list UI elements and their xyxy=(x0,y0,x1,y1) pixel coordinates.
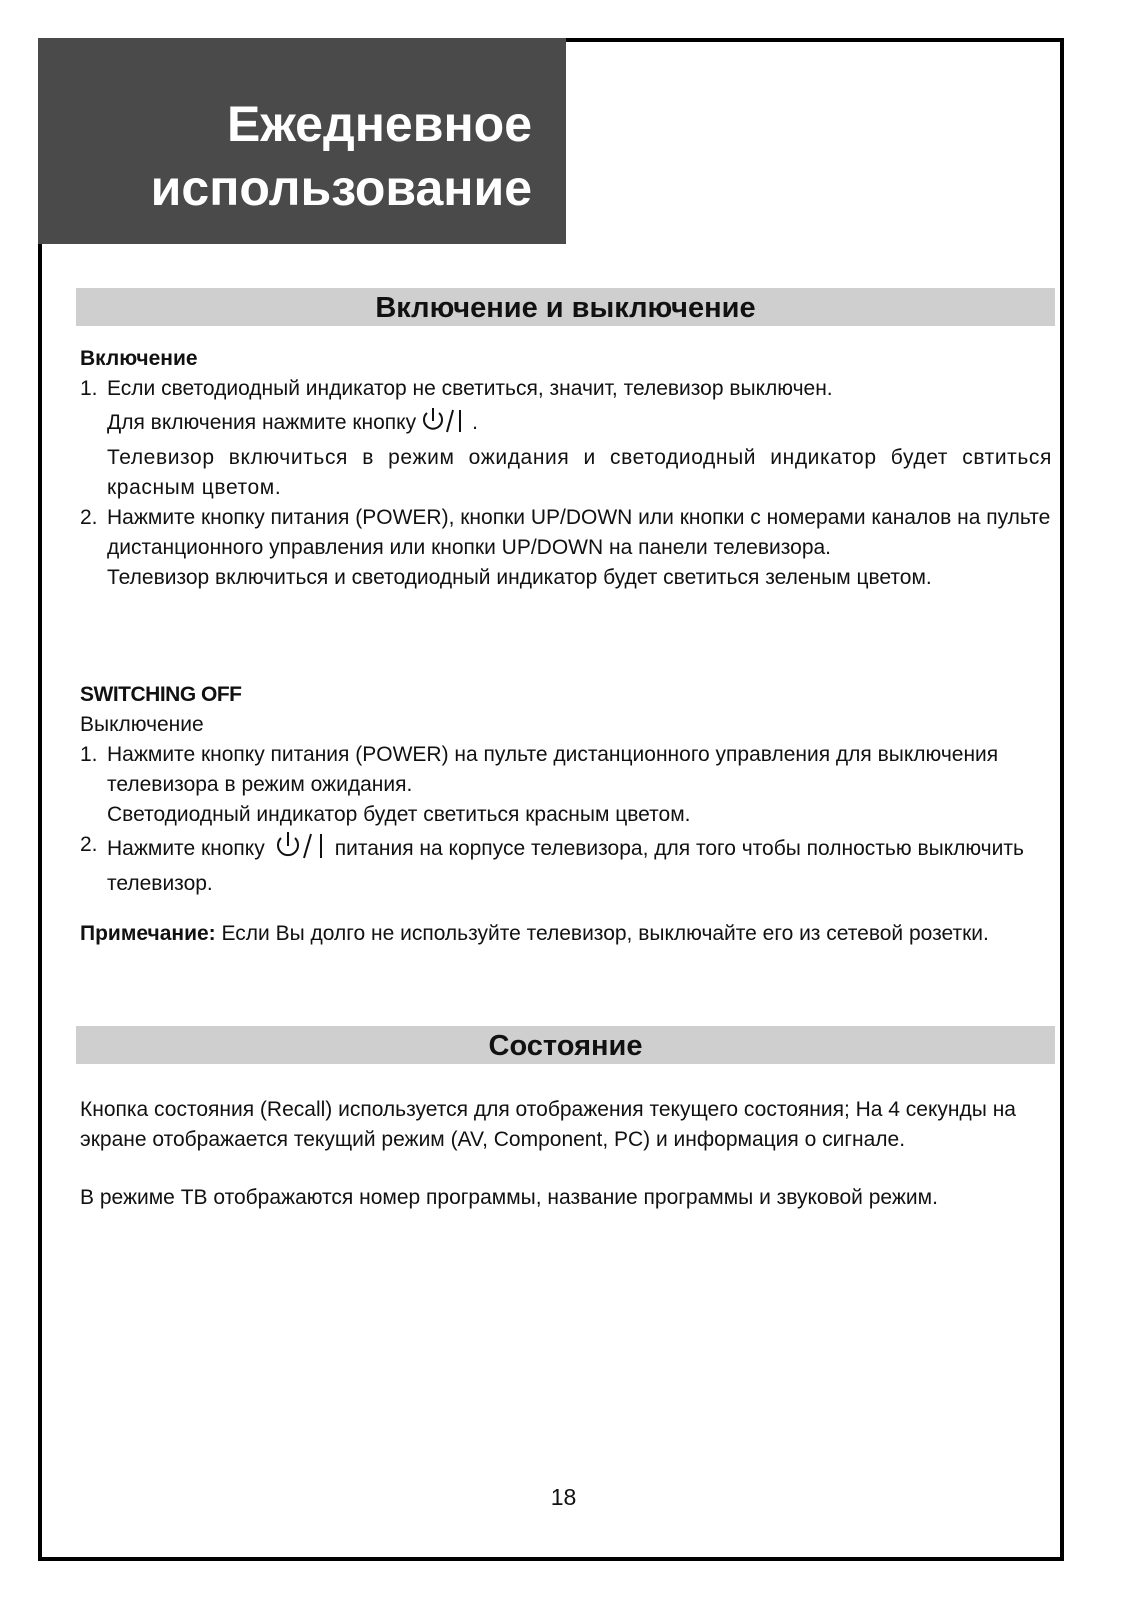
power-standby-icon xyxy=(420,406,468,443)
switching-off-block xyxy=(80,680,1052,949)
status-paragraph-2: В режиме ТВ отображаются номер программы, название программы и звуковой режим. xyxy=(80,1186,938,1209)
switching-off-subheading: Выключение xyxy=(80,713,204,736)
off-step-2-text-start: Нажмите кнопку xyxy=(107,837,265,860)
off-step-2 xyxy=(80,830,1052,899)
note xyxy=(80,919,1052,949)
switching-off-heading: SWITCHING OFF xyxy=(80,683,242,706)
status-block xyxy=(80,1095,1052,1213)
page-title-line-2: использование xyxy=(150,160,532,216)
page-title-block xyxy=(38,38,566,244)
on-step-1-result: Телевизор включиться в режим ожидания и светодиодный индикатор будет свтиться красным цветом. xyxy=(107,446,1052,499)
on-step-2-text: Нажмите кнопку питания (POWER), кнопки UP/DOWN или кнопки с номерами каналов на пульте дистанционного управления или кнопки UP/DOWN на панели телевизора. xyxy=(107,506,1051,559)
switching-on-heading: Включение xyxy=(80,347,198,370)
note-label: Примечание: xyxy=(80,922,216,945)
step-number: 1. xyxy=(80,377,98,400)
on-step-1-text: Если светодиодный индикатор не светиться, значит, телевизор выключен. xyxy=(107,377,833,400)
off-step-1 xyxy=(80,740,1052,830)
page-number: 18 xyxy=(550,1484,577,1510)
page-title-line-1: Ежедневное xyxy=(227,96,532,152)
on-step-1-instruction-text: Для включения нажмите кнопку xyxy=(107,411,417,434)
on-step-2 xyxy=(80,503,1052,593)
on-step-1-instruction xyxy=(107,406,1052,443)
step-number: 2. xyxy=(80,506,98,529)
status-paragraph-1: Кнопка состояния (Recall) используется для отображения текущего состояния; На 4 секунды на экране отображается текущий режим (AV, Component, PC) и информация о сигнале. xyxy=(80,1098,1016,1151)
on-step-1-instruction-end: . xyxy=(472,411,478,434)
step-number: 2. xyxy=(80,833,98,856)
power-standby-icon xyxy=(269,830,331,869)
section-heading-status: Состояние xyxy=(76,1026,1055,1064)
step-number: 1. xyxy=(80,743,98,766)
section-heading-on-off: Включение и выключение xyxy=(76,288,1055,326)
switching-on-block xyxy=(80,344,1052,593)
off-step-1-text: Нажмите кнопку питания (POWER) на пульте дистанционного управления для выключения телевизора в режим ожидания. xyxy=(107,743,999,796)
off-step-2-text-end: питания на корпусе телевизора, для того чтобы полностью выключить телевизор. xyxy=(107,837,1024,895)
off-step-1-result: Светодиодный индикатор будет светиться красным цветом. xyxy=(107,803,691,826)
off-step-2-text xyxy=(107,830,1052,899)
on-step-2-result: Телевизор включиться и светодиодный индикатор будет светиться зеленым цветом. xyxy=(107,566,932,589)
on-step-1 xyxy=(80,374,1052,503)
note-text: Если Вы долго не используйте телевизор, выключайте его из сетевой розетки. xyxy=(221,922,989,945)
